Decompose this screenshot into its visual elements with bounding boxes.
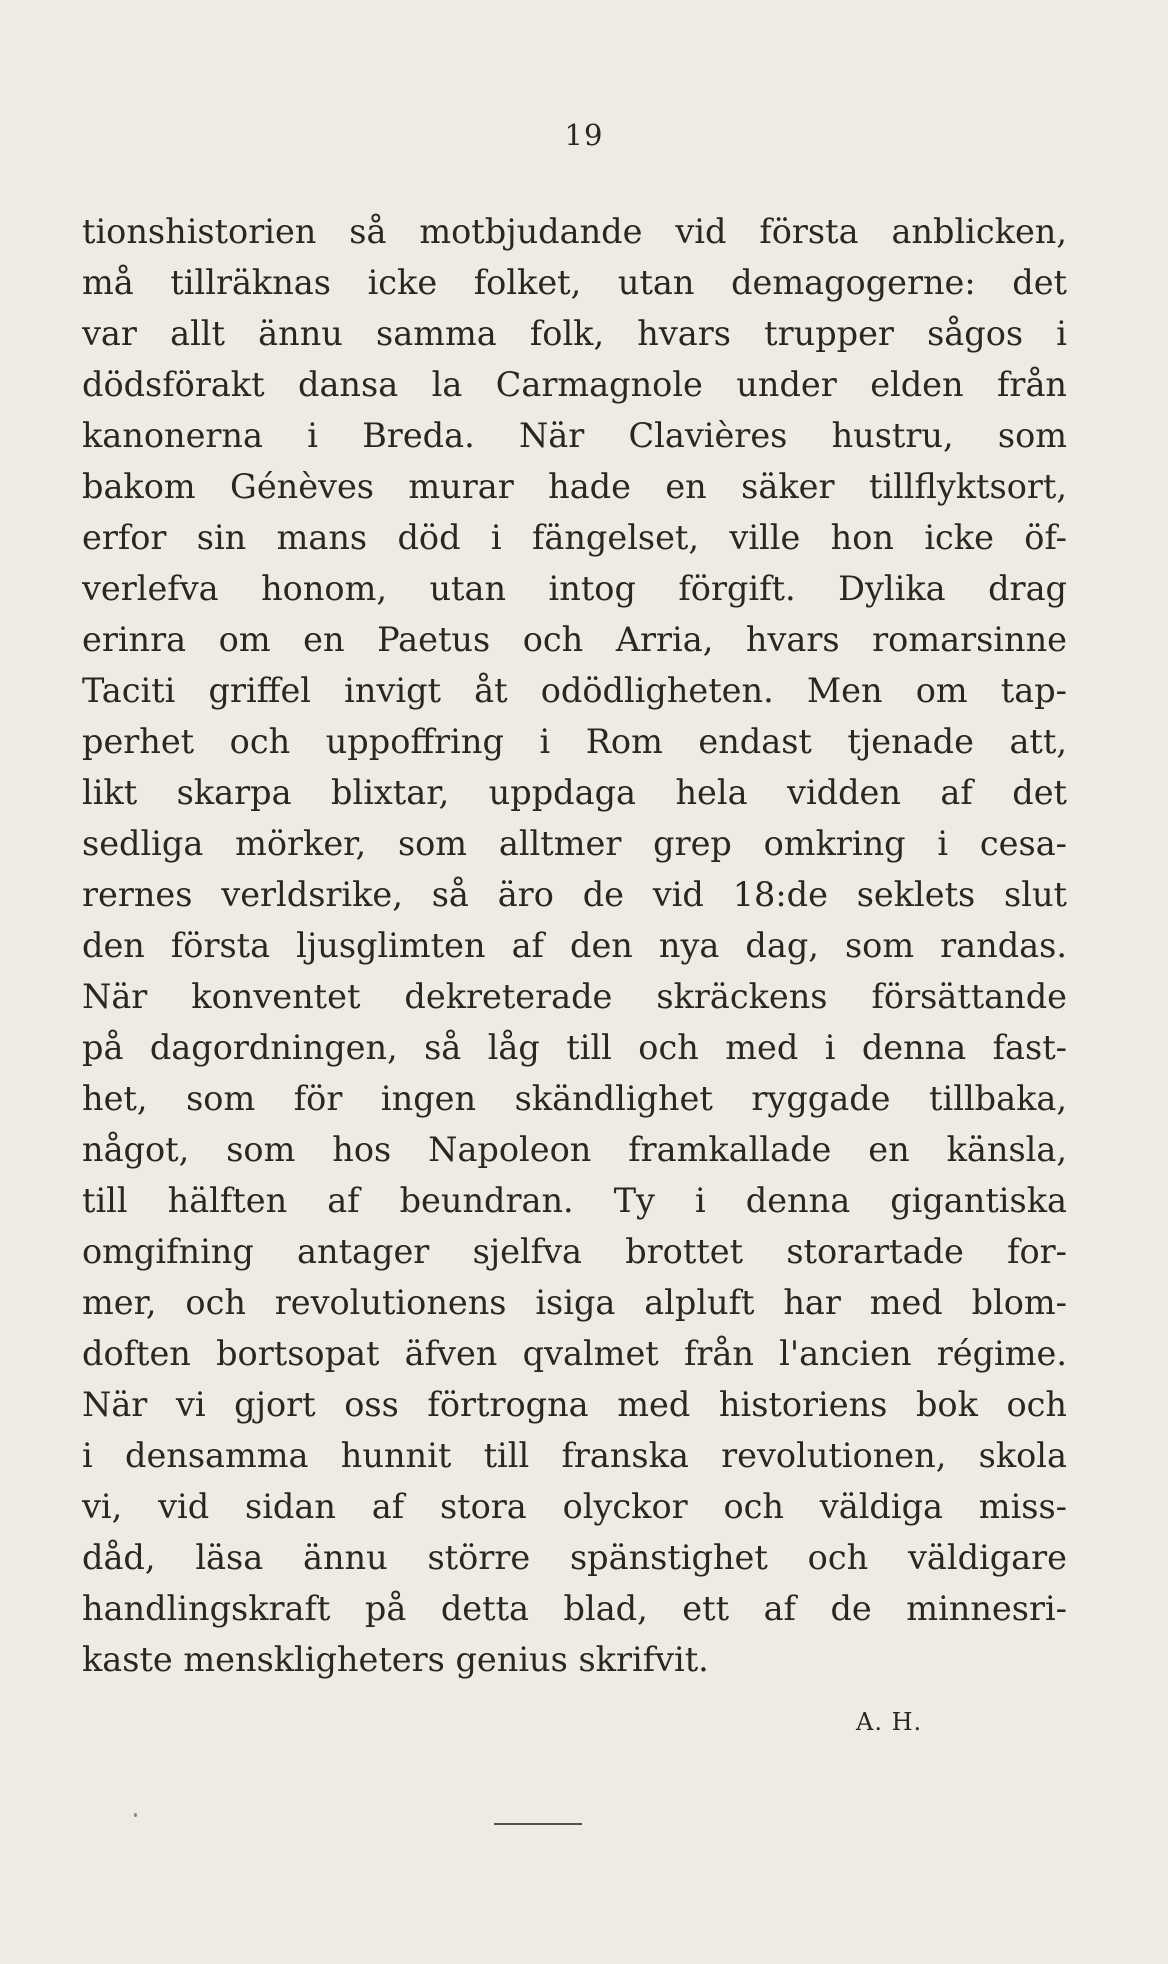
text-line: den första ljusglimten af den nya dag, som randas. <box>82 926 1067 965</box>
text-line: erfor sin mans död i fängelset, ville hon icke öf- <box>82 518 1067 557</box>
text-line: dåd, läsa ännu större spänstighet och väldigare <box>82 1538 1067 1577</box>
text-line: var allt ännu samma folk, hvars trupper sågos i <box>82 314 1067 353</box>
text-line: till hälften af beundran. Ty i denna gigantiska <box>82 1181 1067 1220</box>
paper-speck <box>134 1813 137 1817</box>
text-line: sedliga mörker, som alltmer grep omkring i cesa- <box>82 824 1067 863</box>
text-line: tionshistorien så motbjudande vid första anblicken, <box>82 212 1067 251</box>
text-line: mer, och revolutionens isiga alpluft har med blom- <box>82 1283 1067 1322</box>
text-line: verlefva honom, utan intog förgift. Dylika drag <box>82 569 1067 608</box>
text-line: handlingskraft på detta blad, ett af de minnesri- <box>82 1589 1067 1628</box>
text-line: kaste menskligheters genius skrifvit. <box>82 1640 709 1679</box>
text-line: kanonerna i Breda. När Clavières hustru, som <box>82 416 1067 455</box>
text-line: dödsförakt dansa la Carmagnole under elden från <box>82 365 1067 404</box>
author-signature: A. H. <box>856 1708 923 1736</box>
text-line: omgifning antager sjelfva brottet storartade for- <box>82 1232 1067 1271</box>
text-line: doften bortsopat äfven qvalmet från l'ancien régime. <box>82 1334 1067 1373</box>
text-line: erinra om en Paetus och Arria, hvars romarsinne <box>82 620 1067 659</box>
text-line: i densamma hunnit till franska revolutionen, skola <box>82 1436 1067 1475</box>
text-line: på dagordningen, så låg till och med i denna fast- <box>82 1028 1067 1067</box>
text-line: När vi gjort oss förtrogna med historiens bok och <box>82 1385 1067 1424</box>
text-line: vi, vid sidan af stora olyckor och väldiga miss- <box>82 1487 1067 1526</box>
text-line: bakom Génèves murar hade en säker tillflyktsort, <box>82 467 1067 506</box>
text-line: rernes verldsrike, så äro de vid 18:de seklets slut <box>82 875 1067 914</box>
text-line: något, som hos Napoleon framkallade en känsla, <box>82 1130 1067 1169</box>
text-line: perhet och uppoffring i Rom endast tjenade att, <box>82 722 1067 761</box>
text-line: Taciti griffel invigt åt odödligheten. Men om tap- <box>82 671 1067 710</box>
section-divider <box>494 1823 582 1825</box>
text-line: må tillräknas icke folket, utan demagogerne: det <box>82 263 1067 302</box>
page-number: 19 <box>564 118 604 152</box>
text-line: När konventet dekreterade skräckens försättande <box>82 977 1067 1016</box>
text-line: het, som för ingen skändlighet ryggade tillbaka, <box>82 1079 1067 1118</box>
text-line: likt skarpa blixtar, uppdaga hela vidden af det <box>82 773 1067 812</box>
body-text <box>82 206 1067 1685</box>
